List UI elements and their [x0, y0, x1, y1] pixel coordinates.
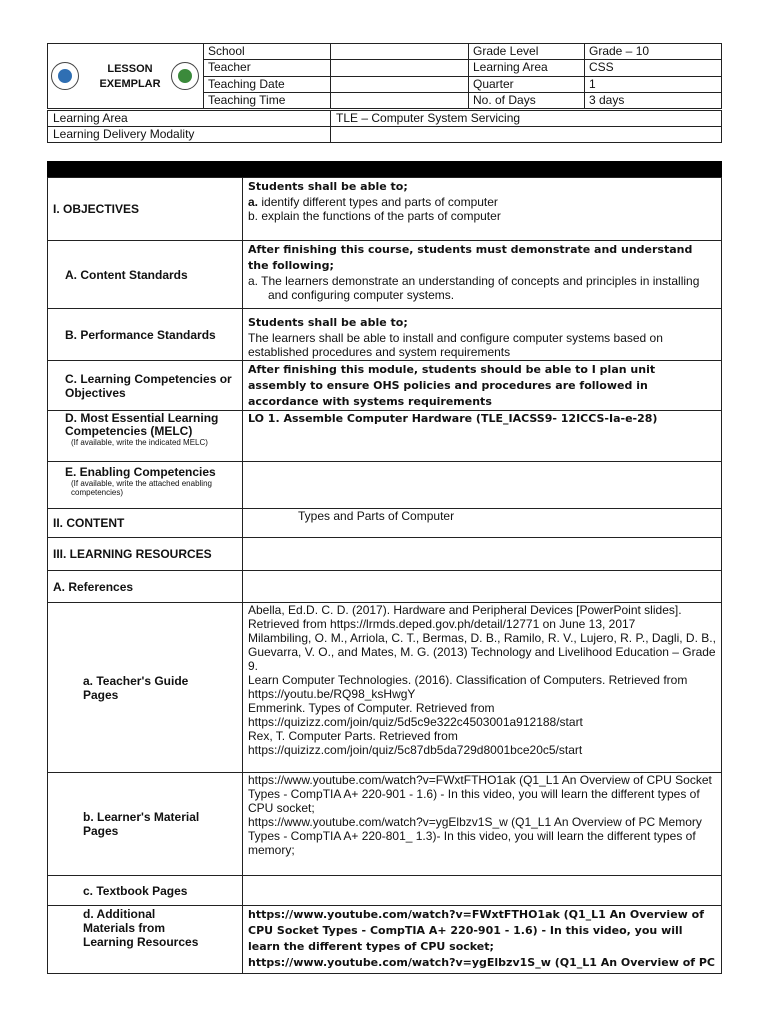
melc-note: (If available, write the indicated MELC) [71, 438, 208, 447]
learners-material-label: b. Learner's Material Pages [48, 773, 243, 876]
objectives-content [243, 178, 722, 241]
content-standards-intro: After finishing this course, students must demonstrate and understand the following; [248, 243, 693, 272]
days-value: 3 days [585, 92, 722, 108]
learning-competencies-label: C. Learning Competencies or Objectives [48, 361, 243, 411]
additional-materials-content [243, 906, 722, 974]
content-standards-content [243, 241, 722, 309]
section-divider-bar [47, 161, 722, 177]
learners-material-ref-1: https://www.youtube.com/watch?v=FWxtFTHO1ak (Q1_L1 An Overview of CPU Socket Types - CompTIA A+ 220-901 - 1.6) - In this video, you will learn the different types of CPU socket; [248, 773, 712, 815]
grade-level-label: Grade Level [469, 44, 585, 60]
additional-ref-1: https://www.youtube.com/watch?v=FWxtFTHO1ak (Q1_L1 An Overview of CPU Socket Types - CompTIA A+ 220-901 - 1.6) - In this video, you will learn the different types of CPU socket; [248, 908, 704, 953]
textbook-content [243, 876, 722, 906]
quarter-label: Quarter [469, 76, 585, 92]
objective-a-prefix: a. [248, 195, 259, 209]
objectives-intro: Students shall be able to; [248, 180, 408, 193]
teaching-time-value [331, 92, 469, 108]
learning-area-table [47, 110, 722, 143]
content-standards-label: A. Content Standards [48, 241, 243, 309]
performance-standards-intro: Students shall be able to; [248, 316, 408, 329]
learning-resources-label: III. LEARNING RESOURCES [48, 538, 243, 571]
performance-standards-text: The learners shall be able to install and configure computer systems based on established procedures and system requirements [248, 331, 663, 359]
modality-label: Learning Delivery Modality [48, 127, 331, 143]
melc-content [243, 411, 722, 462]
school-value [331, 44, 469, 60]
textbook-label: c. Textbook Pages [48, 876, 243, 906]
teachers-guide-content [243, 603, 722, 773]
objective-a: identify different types and parts of computer [258, 195, 498, 209]
teachers-guide-ref-4: Emmerink. Types of Computer. Retrieved from https://quizizz.com/join/quiz/5d5c9e322c4503001a912188/start [248, 701, 583, 729]
teacher-value [331, 60, 469, 76]
division-seal-icon [171, 62, 199, 90]
teachers-guide-ref-3: Learn Computer Technologies. (2016). Classification of Computers. Retrieved from https://youtu.be/RQ98_ksHwgY [248, 673, 688, 701]
learning-area-value: CSS [585, 60, 722, 76]
header-table [47, 43, 722, 109]
enabling-note: (If available, write the attached enabling competencies) [71, 479, 212, 497]
teachers-guide-ref-1: Abella, Ed.D. C. D. (2017). Hardware and Peripheral Devices [PowerPoint slides]. Retrieved from https://lrmds.deped.gov.ph/detail/12771 on June 13, 2017 [248, 603, 682, 631]
days-label: No. of Days [469, 92, 585, 108]
references-content [243, 571, 722, 603]
quarter-value: 1 [585, 76, 722, 92]
header-logo-cell [48, 44, 204, 109]
school-label: School [204, 44, 331, 60]
lesson-exemplar-title: LESSON EXEMPLAR [99, 63, 161, 90]
additional-materials-label: d. Additional Materials from Learning Resources [48, 906, 243, 974]
lesson-table [47, 177, 722, 974]
teaching-date-value [331, 76, 469, 92]
content-label: II. CONTENT [48, 509, 243, 538]
learners-material-ref-2: https://www.youtube.com/watch?v=ygElbzv1S_w (Q1_L1 An Overview of PC Memory Types - CompTIA A+ 220-801_ 1.3)- In this video, you will learn the different types of memory; [248, 815, 702, 857]
content-content [243, 509, 722, 538]
learning-area-label: Learning Area [469, 60, 585, 76]
modality-value [331, 127, 722, 143]
objective-b: b. explain the functions of the parts of computer [248, 209, 501, 223]
content-text: Types and Parts of Computer [298, 509, 455, 523]
content-standards-item: a. The learners demonstrate an understanding of concepts and principles in installing and configuring computer systems. [248, 274, 700, 302]
teaching-time-label: Teaching Time [204, 92, 331, 108]
melc-text: LO 1. Assemble Computer Hardware (TLE_IACSS9- 12ICCS-Ia-e-28) [248, 412, 658, 425]
learning-resources-content [243, 538, 722, 571]
melc-label: D. Most Essential Learning Competencies (MELC) (If available, write the indicated MELC) [48, 411, 243, 462]
teachers-guide-label: a. Teacher's Guide Pages [48, 603, 243, 773]
learning-competencies-text: After finishing this module, students should be able to I plan unit assembly to ensure OHS policies and procedures are followed in accordance with systems requirements [248, 363, 656, 408]
teacher-label: Teacher [204, 60, 331, 76]
learning-area-row-label: Learning Area [48, 111, 331, 127]
performance-standards-content [243, 309, 722, 361]
teachers-guide-ref-2: Milambiling, O. M., Arriola, C. T., Bermas, D. B., Ramilo, R. V., Lujero, R. P., Dagli, D. B., Guevarra, V. O., and Mates, M. G. (2013) Technology and Livelihood Education – Grade 9. [248, 631, 716, 673]
deped-seal-icon [51, 62, 79, 90]
performance-standards-label: B. Performance Standards [48, 309, 243, 361]
learners-material-content [243, 773, 722, 876]
learning-competencies-content [243, 361, 722, 411]
enabling-label: E. Enabling Competencies (If available, write the attached enabling competencies) [48, 462, 243, 509]
enabling-content [243, 462, 722, 509]
teaching-date-label: Teaching Date [204, 76, 331, 92]
additional-ref-2: https://www.youtube.com/watch?v=ygElbzv1S_w (Q1_L1 An Overview of PC [248, 956, 715, 969]
learning-area-row-value: TLE – Computer System Servicing [331, 111, 722, 127]
grade-level-value: Grade – 10 [585, 44, 722, 60]
references-label: A. References [48, 571, 243, 603]
objectives-label: I. OBJECTIVES [48, 178, 243, 241]
teachers-guide-ref-5: Rex, T. Computer Parts. Retrieved from https://quizizz.com/join/quiz/5c87db5da729d8001bce20c5/start [248, 729, 583, 757]
